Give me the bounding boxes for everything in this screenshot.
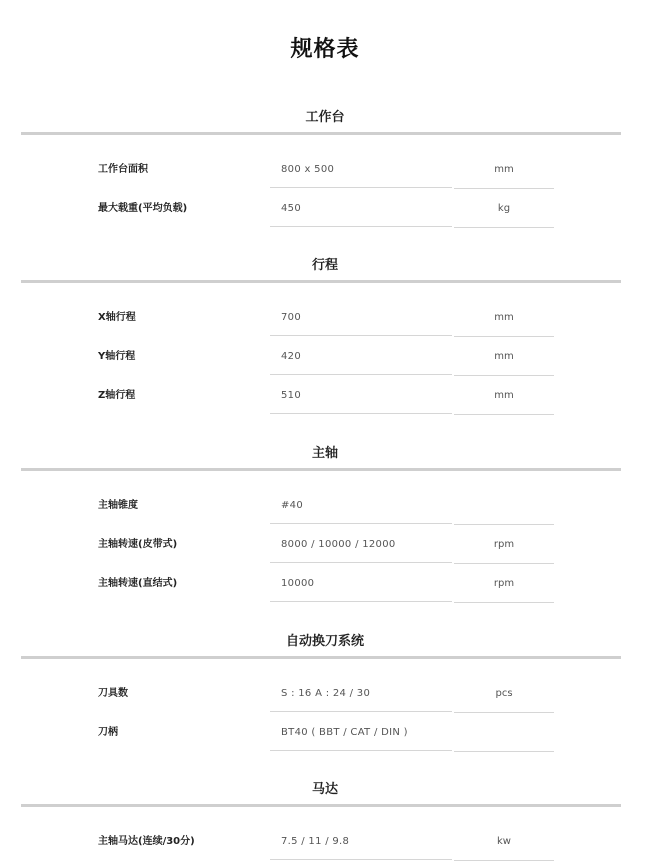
section-title: 自动换刀系统 xyxy=(285,634,364,649)
section-divider xyxy=(21,804,621,807)
spec-unit: mm xyxy=(454,150,554,189)
spec-label: 刀柄 xyxy=(98,727,118,738)
spec-row-spindle-speed-belt xyxy=(0,525,650,564)
spec-label: 主轴锥度 xyxy=(98,500,138,511)
spec-value: BT40 ( BBT / CAT / DIN ) xyxy=(270,713,452,751)
section-title: 主轴 xyxy=(311,446,338,461)
spec-label: X轴行程 xyxy=(98,312,136,323)
spec-label: 工作台面积 xyxy=(98,164,148,175)
spec-value: 700 xyxy=(270,298,452,336)
section-divider xyxy=(21,656,621,659)
spec-row-z-travel xyxy=(0,376,650,415)
spec-row-tool-holder xyxy=(0,713,650,752)
section-worktable xyxy=(0,108,650,128)
spec-value: 800 x 500 xyxy=(270,150,452,188)
spec-value: 420 xyxy=(270,337,452,375)
spec-row-spindle-taper xyxy=(0,486,650,525)
spec-unit: rpm xyxy=(454,525,554,564)
spec-unit xyxy=(454,486,554,525)
spec-value: 450 xyxy=(270,189,452,227)
spec-label: 刀具数 xyxy=(98,688,128,699)
section-divider xyxy=(21,132,621,135)
spec-label: Y轴行程 xyxy=(98,351,136,362)
spec-row-x-travel xyxy=(0,298,650,337)
spec-row-spindle-motor xyxy=(0,822,650,861)
spec-unit: rpm xyxy=(454,564,554,603)
spec-unit: pcs xyxy=(454,674,554,713)
section-atc xyxy=(0,632,650,652)
section-title: 行程 xyxy=(311,258,338,273)
section-divider xyxy=(21,280,621,283)
spec-unit: kw xyxy=(454,822,554,861)
spec-row-tool-count xyxy=(0,674,650,713)
spec-unit: mm xyxy=(454,337,554,376)
spec-value: 7.5 / 11 / 9.8 xyxy=(270,822,452,860)
spec-label: 主轴转速(直结式) xyxy=(98,578,178,589)
spec-value: #40 xyxy=(270,486,452,524)
section-spindle xyxy=(0,444,650,464)
page-title: 规格表 xyxy=(290,37,360,62)
spec-value: 510 xyxy=(270,376,452,414)
spec-label: 主轴马达(连续/30分) xyxy=(98,836,195,847)
spec-unit: mm xyxy=(454,298,554,337)
section-motor xyxy=(0,780,650,800)
section-divider xyxy=(21,468,621,471)
section-travel xyxy=(0,256,650,276)
spec-row-y-travel xyxy=(0,337,650,376)
spec-unit: mm xyxy=(454,376,554,415)
spec-value: 10000 xyxy=(270,564,452,602)
spec-row-max-load xyxy=(0,189,650,228)
section-title: 工作台 xyxy=(305,110,345,125)
spec-row-table-area xyxy=(0,150,650,189)
spec-unit xyxy=(454,713,554,752)
spec-unit: kg xyxy=(454,189,554,228)
spec-label: Z轴行程 xyxy=(98,390,136,401)
spec-label: 最大载重(平均负载) xyxy=(98,203,188,214)
spec-label: 主轴转速(皮带式) xyxy=(98,539,178,550)
spec-value: 8000 / 10000 / 12000 xyxy=(270,525,452,563)
spec-value: S : 16 A : 24 / 30 xyxy=(270,674,452,712)
section-title: 马达 xyxy=(311,782,338,797)
spec-row-spindle-speed-direct xyxy=(0,564,650,603)
